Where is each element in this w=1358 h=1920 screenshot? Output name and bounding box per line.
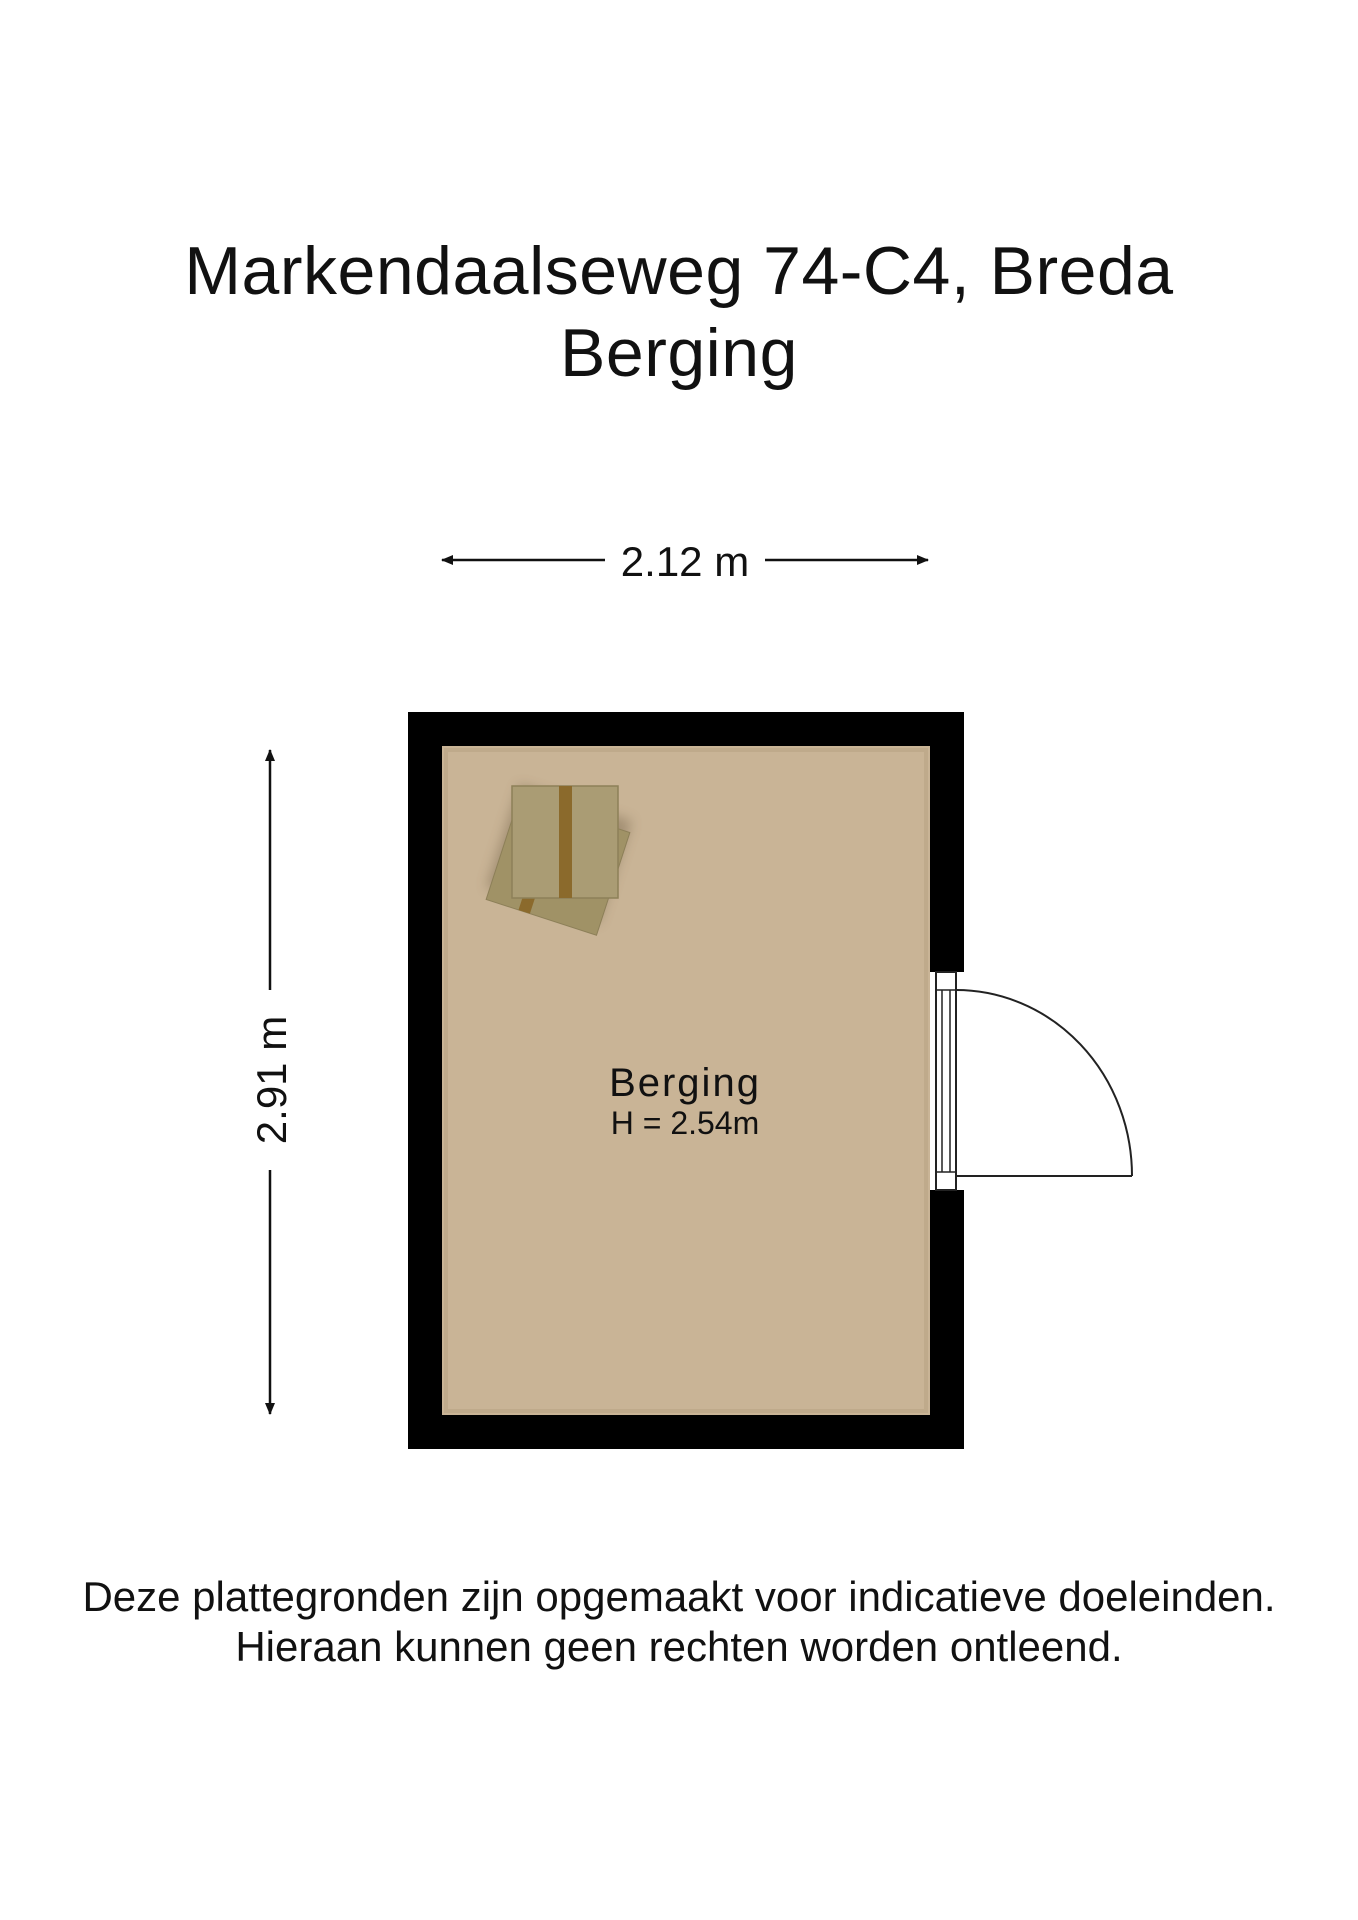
depth-label: 2.91 m bbox=[248, 1015, 295, 1145]
room-name-label: Berging bbox=[609, 1061, 761, 1105]
door[interactable] bbox=[930, 972, 1132, 1190]
disclaimer bbox=[0, 1572, 1358, 1672]
depth-dimension bbox=[248, 750, 295, 1414]
width-label: 2.12 m bbox=[620, 538, 750, 585]
width-dimension bbox=[442, 538, 928, 585]
box-upper bbox=[512, 786, 618, 898]
door-frame bbox=[936, 972, 956, 1190]
floor-title: Berging bbox=[560, 315, 798, 391]
room-height-label: H = 2.54m bbox=[610, 1105, 760, 1141]
disclaimer-line-1: Deze plattegronden zijn opgemaakt voor indicatieve doeleinden. bbox=[82, 1573, 1276, 1620]
door-swing-arc bbox=[956, 990, 1132, 1176]
address-title: Markendaalseweg 74-C4, Breda bbox=[184, 233, 1174, 309]
disclaimer-line-2: Hieraan kunnen geen rechten worden ontleend. bbox=[235, 1623, 1123, 1670]
